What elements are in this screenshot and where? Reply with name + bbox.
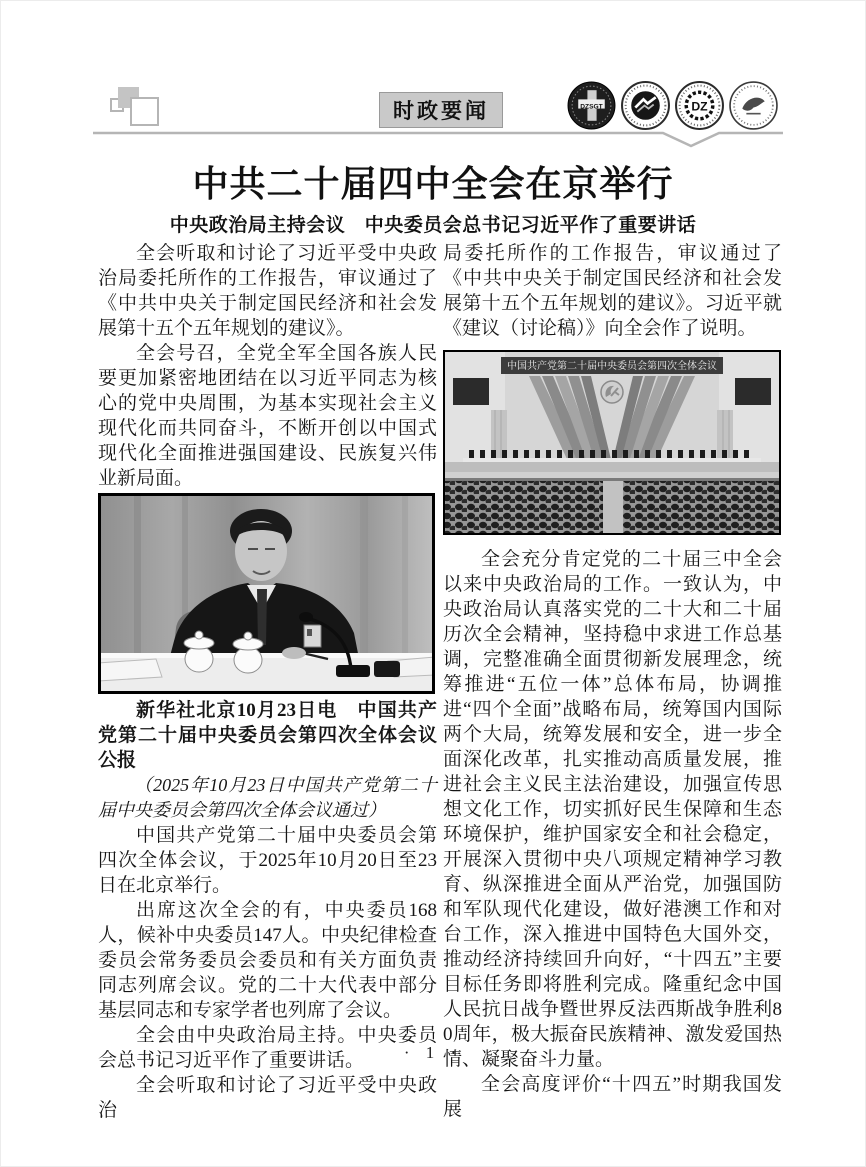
photo-xi-jinping-speaking — [98, 493, 437, 694]
svg-text:DZ: DZ — [691, 99, 708, 114]
left-column — [98, 241, 437, 1123]
section-label: 时政要闻 — [393, 100, 489, 123]
passed-note-paragraph: （2025年10月23日中国共产党第二十届中央委员会第四次全体会议通过） — [98, 775, 437, 820]
paragraph: 全会高度评价“十四五”时期我国发展 — [443, 1074, 782, 1120]
photo-plenary-hall — [443, 350, 782, 535]
paragraph: 全会听取和讨论了习近平受中央政治局委托所作的工作报告，审议通过了《中共中央关于制定国民经济和社会发展第十五个五年规划的建议》。 — [98, 243, 437, 339]
seal-dove-icon — [728, 80, 779, 131]
dateline-paragraph: 新华社北京10月23日电 中国共产党第二十届中央委员会第四次全体会议公报 — [98, 700, 437, 771]
paragraph-continuation: 局委托所作的工作报告，审议通过了《中共中央关于制定国民经济和社会发展第十五个五年规划的建议》。习近平就《建议（讨论稿）》向全会作了说明。 — [443, 243, 782, 339]
article-subtitle: 中央政治局主持会议 中央委员会总书记习近平作了重要讲话 — [169, 215, 697, 237]
seal-dzsgt-icon — [566, 80, 617, 131]
page-number: · 1 · — [403, 1043, 463, 1062]
seal-handshake-icon — [620, 80, 671, 131]
article-title: 中共二十届四中全会在京举行 — [192, 164, 674, 204]
headline-block — [61, 164, 805, 237]
paragraph: 中国共产党第二十届中央委员会第四次全体会议，于2025年10月20日至23日在北京举行。 — [98, 825, 437, 896]
right-column — [443, 241, 782, 1122]
section-label-box — [379, 92, 503, 128]
paragraph: 全会听取和讨论了习近平受中央政治 — [98, 1075, 437, 1121]
masthead-seals — [566, 80, 779, 131]
paragraph: 全会由中央政治局主持。中央委员会总书记习近平作了重要讲话。 — [98, 1025, 437, 1071]
decoration-square-large — [130, 97, 159, 126]
header-divider-rule — [93, 127, 785, 149]
seal-gear-dz-icon — [674, 80, 725, 131]
svg-text:中国共产党第二十届中央委员会第四次全体会议: 中国共产党第二十届中央委员会第四次全体会议 — [507, 361, 717, 372]
paragraph: 全会充分肯定党的二十届三中全会以来中央政治局的工作。一致认为，中央政治局认真落实党的二十大和二十届历次全会精神，坚持稳中求进工作总基调，完整准确全面贯彻新发展理念，统筹推进“五位一体”总体布局，协调推进“四个全面”战略布局，统筹国内国际两个大局，统筹发展和安全，进一步全面深化改革，扎实推动高质量发展，推进社会主义民主法治建设，加强宣传思想文化工作，切实抓好民生保障和生态环境保护，维护国家安全和社会稳定，开展深入贯彻中央八项规定精神学习教育、纵深推进全面从严治党，加强国防和军队现代化建设，做好港澳工作和对台工作，深入推进中国特色大国外交，推动经济持续回升向好，“十四五”主要目标任务即将胜利完成。隆重纪念中国人民抗日战争暨世界反法西斯战争胜利80周年，极大振奋民族精神、激发爱国热情、凝聚奋斗力量。 — [443, 549, 782, 1070]
svg-text:DZSGT: DZSGT — [580, 103, 603, 111]
paragraph: 全会号召，全党全军全国各族人民要更加紧密地团结在以习近平同志为核心的党中央周围，为基本实现社会主义现代化而共同奋斗，不断开创以中国式现代化全面推进强国建设、民族复兴伟业新局面。 — [98, 343, 437, 489]
paragraph: 出席这次全会的有，中央委员168人，候补中央委员147人。中央纪律检查委员会常务委员会委员和有关方面负责同志列席会议。党的二十大代表中部分基层同志和专家学者也列席了会议。 — [98, 900, 437, 1021]
